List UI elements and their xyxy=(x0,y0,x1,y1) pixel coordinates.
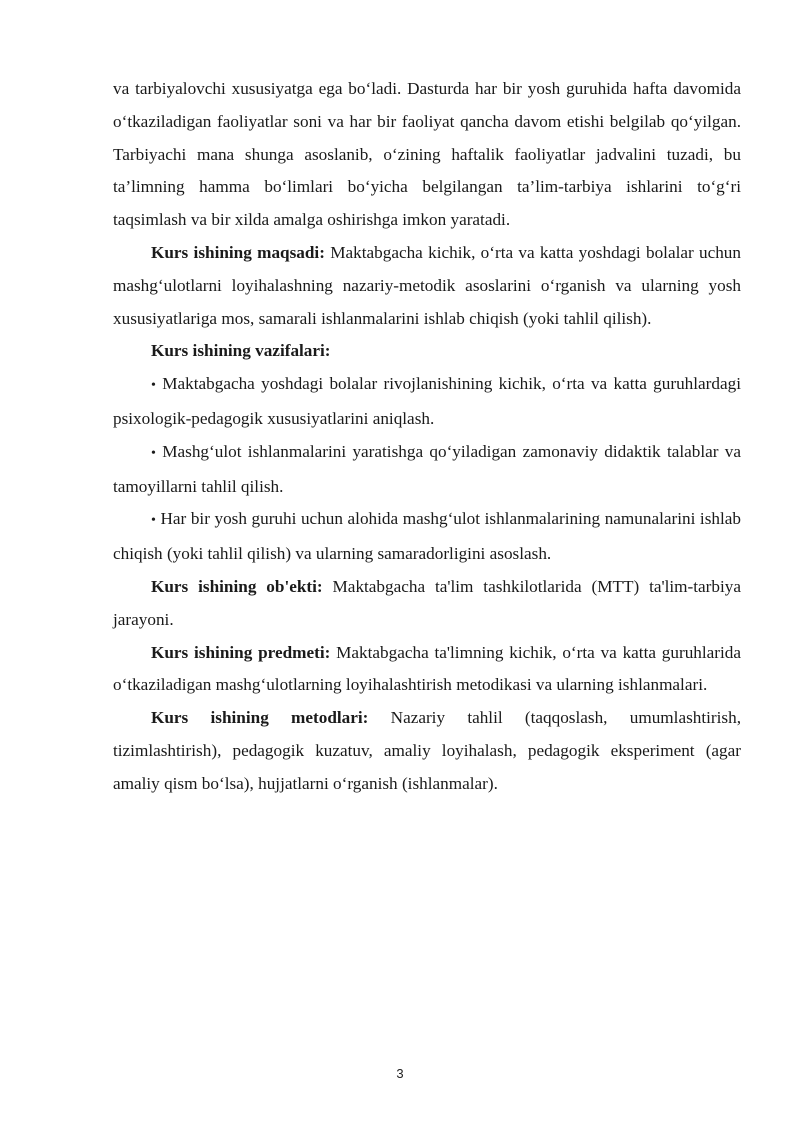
methods-text: Nazariy tahlil (taqqoslash, umumlashtirish, tizimlashtirish), pedagogik kuzatuv, amaliy loyihalash, pedagogik eksperiment (agar amaliy qism bo‘lsa), hujjatlarni o‘rganish (ishlanmalar). xyxy=(113,708,741,793)
goal-label: Kurs ishining maqsadi: xyxy=(151,242,325,262)
task-item xyxy=(113,503,741,571)
intro-paragraph: va tarbiyalovchi xususiyatga ega bo‘ladi. Dasturda har bir yosh guruhida hafta davomida o‘tkaziladigan faoliyatlar soni va har bir faoliyat qancha davom etishi belgilab qo‘yilgan. Tarbiyachi mana shunga asoslanib, o‘zining haftalik faoliyatlar jadvalini tuzadi, bu ta’limning hamma bo‘limlari bo‘yicha belgilangan ta’lim-tarbiya ishlarini to‘g‘ri taqsimlash va bir xilda amalga oshirishga imkon yaratadi. xyxy=(113,79,741,230)
document-page xyxy=(113,73,741,801)
page-number: 3 xyxy=(396,1066,404,1081)
goal-paragraph xyxy=(113,237,741,335)
object-label: Kurs ishining ob'ekti: xyxy=(151,576,323,596)
task-item xyxy=(113,436,741,504)
methods-paragraph xyxy=(113,702,741,800)
bullet-icon: • xyxy=(151,513,156,529)
task-text: Mashg‘ulot ishlanmalarini yaratishga qo‘yiladigan zamonaviy didaktik talablar va tamoyillarni tahlil qilish. xyxy=(113,441,742,496)
bullet-icon: • xyxy=(151,445,156,461)
object-paragraph xyxy=(113,571,741,637)
subject-text: Maktabgacha ta'limning kichik, o‘rta va katta guruhlarida o‘tkaziladigan mashg‘ulotlarning loyihalashtirish metodikasi va ularning ishlanmalari. xyxy=(113,642,742,695)
object-text: Maktabgacha ta'lim tashkilotlarida (MTT) ta'lim-tarbiya jarayoni. xyxy=(113,576,741,629)
tasks-label: Kurs ishining vazifalari: xyxy=(151,341,331,361)
task-item xyxy=(113,368,741,436)
tasks-heading xyxy=(113,335,741,368)
goal-text: Maktabgacha kichik, o‘rta va katta yoshdagi bolalar uchun mashg‘ulotlarni loyihalashning nazariy-metodik asoslarini o‘rganish va ularning yosh xususiyatlariga mos, samarali ishlanmalarini ishlab chiqish (yoki tahlil qilish). xyxy=(113,242,741,328)
methods-label: Kurs ishining metodlari: xyxy=(151,708,369,728)
subject-paragraph xyxy=(113,637,741,703)
task-text: Maktabgacha yoshdagi bolalar rivojlanishining kichik, o‘rta va katta guruhlardagi psixologik-pedagogik xususiyatlarini aniqlash. xyxy=(113,374,741,428)
bullet-icon: • xyxy=(151,378,156,394)
subject-label: Kurs ishining predmeti: xyxy=(151,642,331,662)
task-text: Har bir yosh guruhi uchun alohida mashg‘ulot ishlanmalarining namunalarini ishlab chiqish (yoki tahlil qilish) va ularning samaradorligini asoslash. xyxy=(113,509,741,564)
